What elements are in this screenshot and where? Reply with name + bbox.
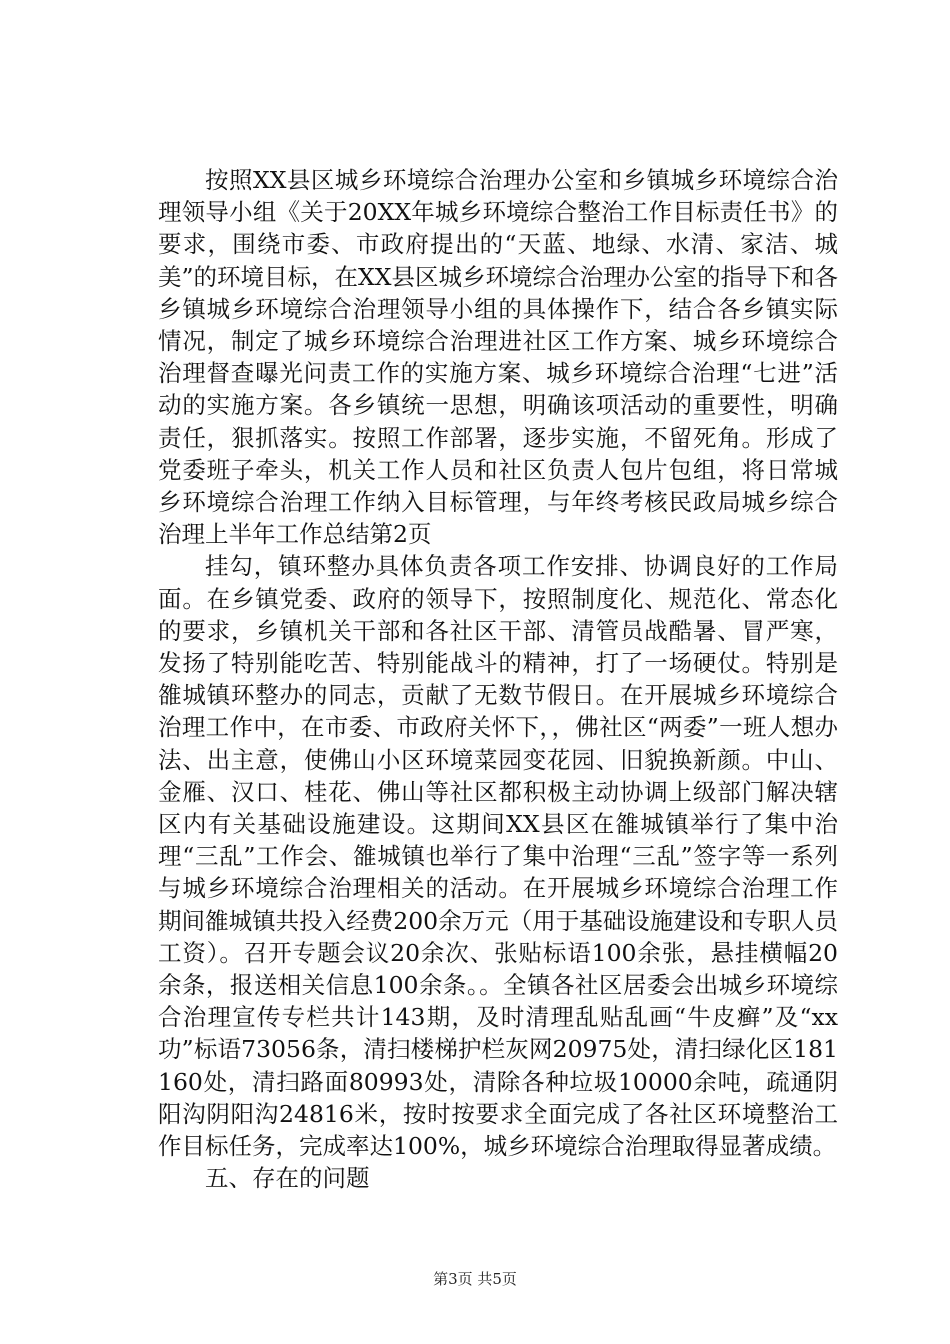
section-heading: 五、存在的问题 xyxy=(205,1164,370,1193)
document-body xyxy=(158,164,838,1195)
paragraph-1: 按照XX县区城乡环境综合治理办公室和乡镇城乡环境综合治理领导小组《关于20XX年城乡环境综合整治工作目标责任书》的要求，围绕市委、市政府提出的“天蓝、地绿、水清、家洁、城美”的环境目标，在XX县区城乡环境综合治理办公室的指导下和各乡镇城乡环境综合治理领导小组的具体操作下，结合各乡镇实际情况，制定了城乡环境综合治理进社区工作方案、城乡环境综合治理督查曝光问责工作的实施方案、城乡环境综合治理“七进”活动的实施方案。各乡镇统一思想，明确该项活动的重要性，明确责任，狠抓落实。按照工作部署，逐步实施，不留死角。形成了党委班子牵头，机关工作人员和社区负责人包片包组，将日常城乡环境综合治理工作纳入目标管理，与年终考核民政局城乡综合治理上半年工作总结第2页 xyxy=(158,166,838,549)
paragraph-2: 挂勾，镇环整办具体负责各项工作安排、协调良好的工作局面。在乡镇党委、政府的领导下，按照制度化、规范化、常态化的要求，乡镇机关干部和各社区干部、清管员战酷暑、冒严寒，发扬了特别能吃苦、特别能战斗的精神，打了一场硬仗。特别是雒城镇环整办的同志，贡献了无数节假日。在开展城乡环境综合治理工作中，在市委、市政府关怀下，，佛社区“两委”一班人想办法、出主意，使佛山小区环境菜园变花园、旧貌换新颜。中山、金雁、汉口、桂花、佛山等社区都积极主动协调上级部门解决辖区内有关基础设施建设。这期间XX县区在雒城镇举行了集中治理“三乱”工作会、雒城镇也举行了集中治理“三乱”签字等一系列与城乡环境综合治理相关的活动。在开展城乡环境综合治理工作期间雒城镇共投入经费200余万元（用于基础设施建设和专职人员工资）。召开专题会议20余次、张贴标语100余张，悬挂横幅20余条，报送相关信息100余条。。全镇各社区居委会出城乡环境综合治理宣传专栏共计143期，及时清理乱贴乱画“牛皮癣”及“xx功”标语73056条，清扫楼梯护栏灰网20975处，清扫绿化区181160处，清扫路面80993处，清除各种垃圾10000余吨，疏通阴阳沟阴阳沟24816米，按时按要求全面完成了各社区环境整治工作目标任务，完成率达100%，城乡环境综合治理取得显著成绩。 xyxy=(158,552,838,1161)
page-number-footer: 第3页 共5页 xyxy=(433,1270,517,1288)
